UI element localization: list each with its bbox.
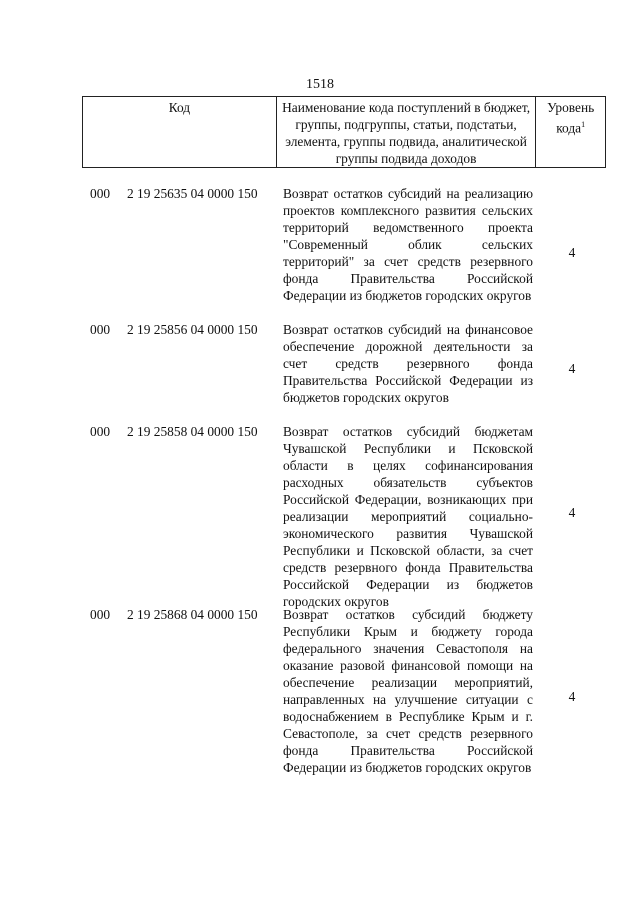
- row-description: Возврат остатков субсидий бюджету Республики Крым и бюджету города федерального значения Севастополя на оказание разовой финансовой помощи на обеспечение реализации мероприятий, направленных на улучшение ситуации с водоснабжением в Республике Крым и г. Севастополе, за счет средств резервного фонда Правительства Российской Федерации из бюджетов городских округов: [283, 607, 533, 775]
- header-table: [82, 96, 606, 168]
- row-code: 2 19 25635 04 0000 150: [127, 186, 258, 201]
- row-level: 4: [568, 689, 576, 704]
- row-description: Возврат остатков субсидий на реализацию проектов комплексного развития сельских территорий ведомственного проекта "Современный облик сельских территорий" за счет средств резервного фонда Правительства Российской Федерации из бюджетов городских округов: [283, 186, 533, 303]
- footnote-marker: 1: [581, 120, 586, 129]
- row-code: 2 19 25858 04 0000 150: [127, 424, 258, 439]
- header-name-label: Наименование кода поступлений в бюджет, группы, подгруппы, статьи, подстатьи, элемента, группы подвида, аналитической группы подвида доходов: [282, 100, 531, 166]
- header-code-cell: [83, 97, 277, 168]
- row-code: 2 19 25856 04 0000 150: [127, 322, 258, 337]
- row-code: 2 19 25868 04 0000 150: [127, 607, 258, 622]
- header-level-cell: [536, 97, 606, 168]
- row-prefix: 000: [90, 322, 111, 337]
- row-prefix: 000: [90, 186, 111, 201]
- header-code-label: Код: [168, 100, 191, 115]
- row-prefix: 000: [90, 424, 111, 439]
- header-level-label: Уровень кода: [547, 100, 595, 136]
- row-level: 4: [568, 361, 576, 376]
- page-number: 1518: [306, 77, 334, 92]
- header-name-cell: [276, 97, 535, 168]
- row-description: Возврат остатков субсидий на финансовое обеспечение дорожной деятельности за счет средств резервного фонда Правительства Российской Федерации из бюджетов городских округов: [283, 322, 533, 405]
- row-level: 4: [568, 505, 576, 520]
- row-prefix: 000: [90, 607, 111, 622]
- row-level: 4: [568, 245, 576, 260]
- row-description: Возврат остатков субсидий бюджетам Чувашской Республики и Псковской области в целях софинансирования расходных обязательств субъектов Российской Федерации, возникающих при реализации мероприятий социально-экономического развития Чувашской Республики и Псковской области, за счет средств резервного фонда Правительства Российской Федерации из бюджетов городских округов: [283, 424, 533, 609]
